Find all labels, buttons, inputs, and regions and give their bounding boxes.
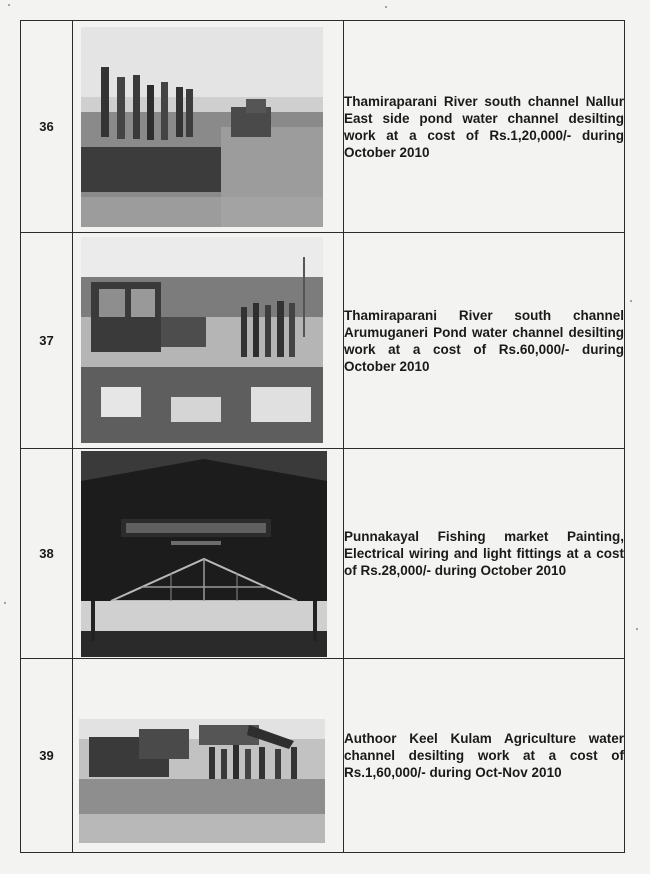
- table-row: [21, 21, 625, 233]
- row-description: Authoor Keel Kulam Agriculture water channel desilting work at a cost of Rs.1,60,000/- during Oct-Nov 2010: [344, 659, 625, 853]
- photo-cell: [73, 449, 344, 659]
- excavator-site-photo: [79, 719, 325, 843]
- row-number: 37: [21, 233, 73, 449]
- works-table: [20, 20, 625, 853]
- table-row: [21, 233, 625, 449]
- photo-cell: [73, 21, 344, 233]
- row-number: 38: [21, 449, 73, 659]
- table-row: [21, 659, 625, 853]
- photo-cell: [73, 659, 344, 853]
- bulldozer-site-photo: [81, 237, 323, 443]
- scan-speck: [4, 602, 6, 604]
- row-description: Thamiraparani River south channel Arumuganeri Pond water channel desilting work at a cost of Rs.60,000/- during October 2010: [344, 233, 625, 449]
- scan-speck: [385, 6, 387, 8]
- row-number: 36: [21, 21, 73, 233]
- table-row: [21, 449, 625, 659]
- fishing-market-hall-photo: [81, 451, 327, 657]
- scan-speck: [630, 300, 632, 302]
- scan-speck: [636, 628, 638, 630]
- row-description: Thamiraparani River south channel Nallur East side pond water channel desilting work at a cost of Rs.1,20,000/- during October 2010: [344, 21, 625, 233]
- row-number: 39: [21, 659, 73, 853]
- desilting-site-photo: [81, 27, 323, 227]
- photo-cell: [73, 233, 344, 449]
- scan-speck: [8, 4, 10, 6]
- row-description: Punnakayal Fishing market Painting, Electrical wiring and light fittings at a cost of Rs.28,000/- during October 2010: [344, 449, 625, 659]
